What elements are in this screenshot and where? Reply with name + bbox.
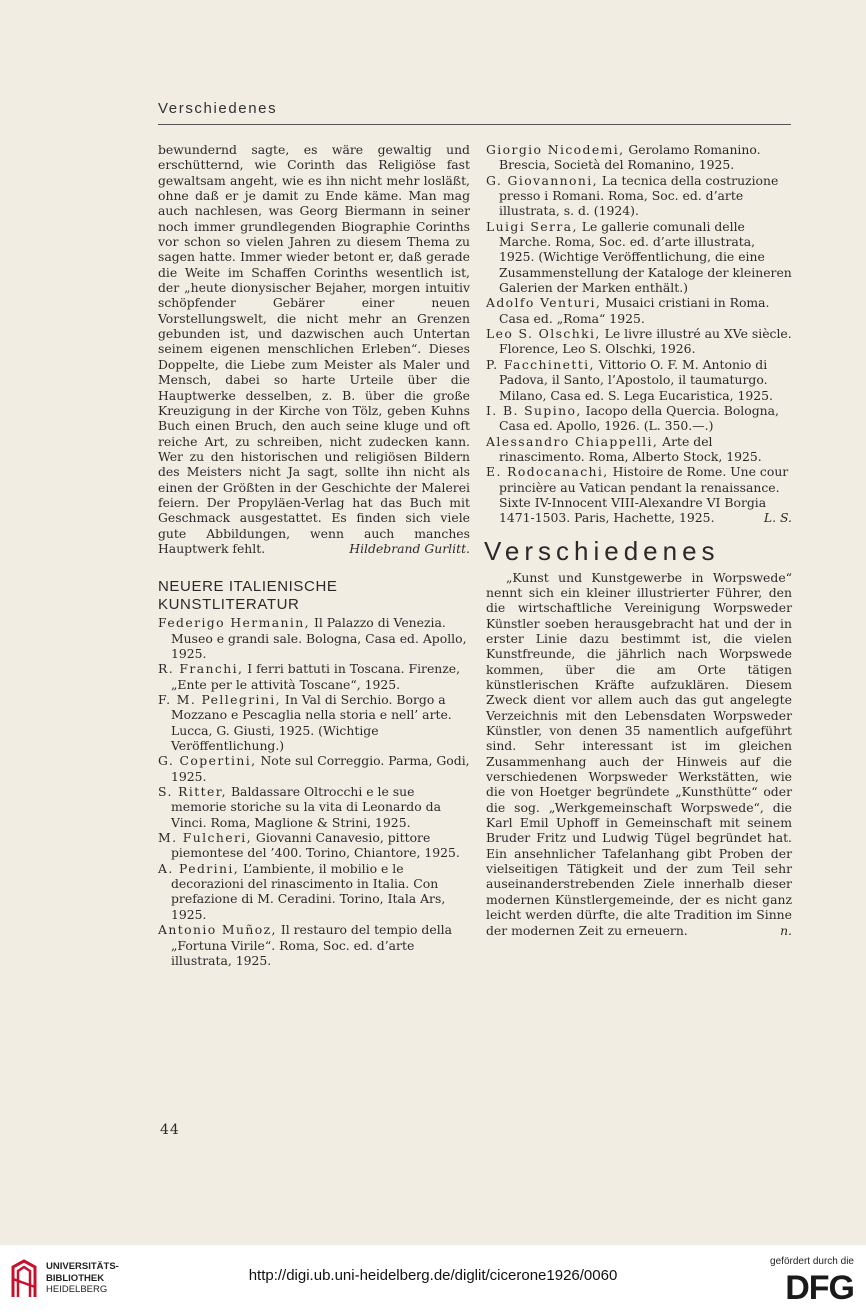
entry-text: Giovanni Canavesio, pittore piemontese del ’400. Torino, Chiantore, 1925.	[171, 830, 460, 861]
entry-text: Iacopo della Quercia. Bologna, Casa ed. Apollo, 1926. (L. 350.—.)	[499, 402, 779, 434]
dfg-logo: DFG	[785, 1269, 854, 1307]
entry-author: M. Fulcheri,	[158, 830, 252, 846]
entry-text: Vittorio O. F. M. Antonio di Padova, il Santo, l’Apostolo, il taumaturgo. Milano, Casa ed. S. Lega Eucaristica, 1925.	[499, 356, 773, 403]
entry-text: Le livre illustré au XVe siècle. Florence, Leo S. Olschki, 1926.	[499, 326, 792, 357]
bibliography-entry	[486, 326, 792, 357]
funding-note: gefördert durch die	[770, 1256, 854, 1267]
entry-text: Arte del rinascimento. Roma, Alberto Stock, 1925.	[499, 433, 762, 464]
entry-author: P. Facchinetti,	[486, 356, 595, 372]
entry-author: Federigo Hermanin,	[158, 615, 310, 631]
bibliography-entry	[486, 357, 792, 403]
entry-text: Histoire de Rome. Une cour princière au Vatican pendant la renaissance. Sixte IV-Innocent VIII-Alexandre VI Borgia 1471-1503. Paris, Hachette, 1925.	[499, 464, 789, 526]
bibliography-entry	[158, 615, 470, 661]
entry-author: R. Franchi,	[158, 661, 244, 677]
page-number: 44	[160, 1122, 180, 1138]
bibliography-entry	[158, 753, 470, 784]
entry-text: Gerolamo Romanino. Brescia, Società del Romanino, 1925.	[499, 142, 761, 173]
section-title-verschiedenes: Verschiedenes	[484, 535, 720, 566]
entry-text: Musaici cristiani in Roma. Casa ed. „Roma“ 1925.	[499, 295, 770, 326]
bibliography-entry	[158, 830, 470, 861]
header-rule	[158, 124, 791, 125]
bibliography-entry	[158, 661, 470, 692]
bibliography-entry	[486, 403, 792, 434]
worpswede-paragraph: „Kunst und Kunstgewerbe in Worpswede“ nennt sich ein kleiner illustrierter Führer, den die wirtschaftliche Vereinigung Worpsweder Künstler soeben herausgebracht hat und der in erster Linie dazu bestimmt ist, die vielen Kunstfreunde, die jährlich nach Worpswede kommen, über die am Orte tätigen künstlerischen Kräfte aufzuklären. Diesem Zweck dient vor allem auch das gut angelegte Verzeichnis mit den Lebensdaten Worpsweder Künstler, von denen 35 namentlich aufgeführt sind. Sehr interessant ist im gleichen Zusammenhang auch der Hinweis auf die verschiedenen Worpsweder Werkstätten, wie die von Hoetger begründete „Kunsthütte“ oder die sog. „Werkgemeinschaft Worpswede“, die Karl Emil Uphoff in Gemeinschaft mit seinem Bruder Fritz und Ludwig Tügel begründet hat. Ein ansehnlicher Tafelanhang gibt Proben der vielseitigen Tätigkeit und der zum Teil sehr auseinanderstrebenden Ziele innerhalb dieser modernen Künstlergemeinde, der es nicht ganz leicht werden dürfte, die alte Tradition im Sinne der modernen Zeit zu erneuern. n.	[486, 569, 792, 938]
entry-text: In Val di Serchio. Borgo a Mozzano e Pescaglia nella storia e nell’ arte. Lucca, G. Giusti, 1925. (Wichtige Veröffentlichung.)	[171, 692, 452, 754]
intro-signature: Hildebrand Gurlitt.	[349, 540, 470, 556]
entries-signature: L. S.	[763, 510, 792, 526]
entry-text: Il restauro del tempio della „Fortuna Virile“. Roma, Soc. ed. d’arte illustrata, 1925.	[171, 922, 453, 968]
entry-author: Giorgio Nicodemi,	[486, 142, 625, 157]
entry-author: E. Rodocanachi,	[486, 464, 609, 480]
bibliography-entry	[158, 784, 470, 830]
source-url-link[interactable]: http://digi.ub.uni-heidelberg.de/diglit/cicerone1926/0060	[248, 1267, 618, 1284]
entry-author: Alessandro Chiappelli,	[486, 433, 659, 449]
bibliography-entry	[486, 219, 792, 296]
bibliography-entry	[158, 692, 470, 753]
entry-text: L’ambiente, il mobilio e le decorazioni del rinascimento in Italia. Con prefazione di M. Ceradini. Torino, Itala Ars, 1925.	[171, 860, 446, 922]
bibliography-entry	[486, 434, 792, 465]
intro-paragraph: bewundernd sagte, es wäre gewaltig und erschütternd, wie Corinth das Religiöse fast gewaltsam angeht, wie es ihn nicht mehr losläßt, ohne daß er je damit zu Ende käme. Man mag auch nachlesen, was Georg Biermann in seiner noch immer grundlegenden Biographie Corinths vor schon so vielen Jahren zu diesem Thema zu sagen hatte. Immer wieder betont er, daß gerade die Weite im Schaffen Corinths wesentlich ist, der „heute dionysischer Bejaher, morgen intuitiv schöpfender Gebärer einer neuen Vorstellungswelt, die nicht mehr an Grenzen gebunden ist, und dazwischen auch Untertan seinem eigenen menschlichen Erleben“. Dieses Doppelte, die Liebe zum Meister als Maler und Mensch, dabei so harte Urteile über die Hauptwerke desselben, z. B. über die große Kreuzigung in der Kirche von Tölz, geben Kuhns Buch einen Bruch, den auch seine kluge und oft reiche Art, zu schreiben, nicht zudecken kann. Wer zu den historischen und religiösen Bildern des Meisters nicht Ja sagt, sollte ihn nicht als einen der Größten in der Geschichte der Malerei feiern. Der Propyläen-Verlag hat das Buch mit Geschmack ausgestattet. Es finden sich viele gute Abbildungen, wenn auch manches Hauptwerk fehlt. Hildebrand Gurlitt.	[158, 142, 470, 556]
bibliography-entry	[158, 922, 470, 968]
entry-author: A. Pedrini,	[158, 860, 240, 876]
left-bibliography-list	[158, 615, 470, 968]
university-library-name: UNIVERSITÄTS- BIBLIOTHEK HEIDELBERG	[46, 1261, 119, 1295]
entry-author: G. Copertini,	[158, 753, 257, 769]
entry-text: Note sul Correggio. Parma, Godi, 1925.	[171, 753, 470, 784]
entry-author: Leo S. Olschki,	[486, 326, 601, 342]
entry-text: Il Palazzo di Venezia. Museo e grandi sale. Bologna, Casa ed. Apollo, 1925.	[171, 615, 467, 661]
entry-author: Antonio Muñoz,	[158, 922, 277, 938]
right-column	[486, 142, 792, 938]
entry-text: I ferri battuti in Toscana. Firenze, „Ente per le attività Toscane“, 1925.	[171, 661, 461, 692]
entry-text: La tecnica della costruzione presso i Romani. Roma, Soc. ed. d’arte illustrata, s. d. (1924).	[499, 172, 779, 219]
bibliography-entry	[486, 295, 792, 326]
entry-author: Adolfo Venturi,	[486, 295, 602, 311]
section-title-italian-literature: NEUERE ITALIENISCHE KUNSTLITERATUR	[158, 578, 338, 614]
bibliography-entry	[486, 142, 792, 173]
entry-text: Le gallerie comunali delle Marche. Roma, Soc. ed. d’arte illustrata, 1925. (Wichtige Veröffentlichung, die eine Zusammenstellung der Kataloge der kleineren Galerien der Marken enthält.)	[499, 218, 792, 296]
running-head: Verschiedenes	[158, 100, 278, 117]
entry-author: S. Ritter,	[158, 784, 228, 800]
entry-text: Baldassare Oltrocchi e le sue memorie storiche su la vita di Leonardo da Vinci. Roma, Maglione & Strini, 1925.	[171, 784, 441, 830]
left-column	[158, 142, 470, 968]
entry-author: I. B. Supino,	[486, 402, 582, 418]
bibliography-entry	[486, 173, 792, 219]
right-bibliography-list	[486, 142, 792, 526]
entry-author: F. M. Pellegrini,	[158, 692, 281, 707]
entry-author: Luigi Serra,	[486, 218, 578, 234]
bibliography-entry	[486, 464, 792, 525]
entry-author: G. Giovannoni,	[486, 172, 598, 188]
bibliography-entry	[158, 861, 470, 922]
digitization-footer	[0, 1245, 866, 1314]
section-signature: n.	[780, 922, 792, 938]
